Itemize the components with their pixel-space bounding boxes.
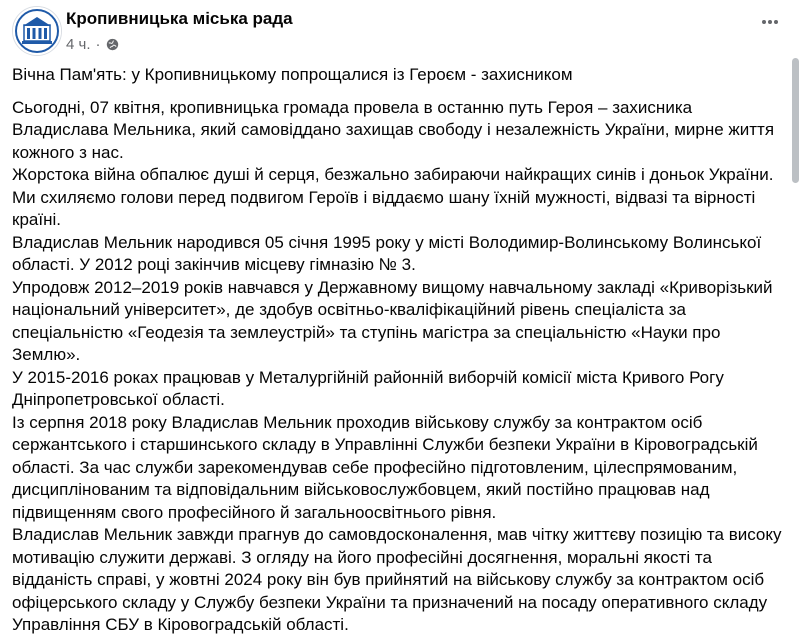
- post-paragraph: Упродовж 2012–2019 років навчався у Державному вищому навчальному закладі «Криворізький національний університет», де здобув освітньо-кваліфікаційний рівень спеціаліста за спеціальністю «Геодезія та землеустрій» та ступінь магістра за спеціальністю «Науки про Землю».: [12, 277, 773, 364]
- avatar[interactable]: [12, 6, 62, 56]
- globe-icon[interactable]: [106, 38, 119, 51]
- post-paragraph: Жорстока війна обпалює душі й серця, безжально забираючи найкращих синів і доньок України. Ми схиляємо голови перед подвигом Героїв і віддаємо шану їхній мужності, відвазі та вірності країні.: [12, 165, 774, 229]
- page-name-link[interactable]: Кропивницька міська рада: [66, 9, 293, 28]
- post-paragraph: Владислав Мельник народився 05 січня 1995 року у місті Володимир-Волинському Волинської області. У 2012 році закінчив місцеву гімназію № 3.: [12, 232, 762, 274]
- post-time[interactable]: 4 ч.: [66, 35, 91, 53]
- more-options-button[interactable]: [758, 10, 782, 34]
- post-paragraph: У 2015-2016 роках працював у Металургійній районній виборчій комісії міста Кривого Рогу Дніпропетровської області.: [12, 367, 724, 409]
- post-paragraph: Владислав Мельник завжди прагнув до самовдосконалення, мав чітку життєву позицію та високу мотивацію служити державі. З огляду на його професійні досягнення, моральні якості та відданість справі, у жовтні 2024 року він був прийнятий на військову службу за контрактом осіб офіцерського складу у Службу безпеки України та призначений на посаду оперативного складу Управління СБУ в Кіровоградській області.: [12, 525, 782, 634]
- post-title: Вічна Пам'ять: у Кропивницькому попрощалися із Героєм - захисником: [12, 65, 573, 84]
- scrollbar-thumb[interactable]: [792, 58, 799, 183]
- post-header: [12, 6, 788, 58]
- post-paragraph: Сьогодні, 07 квітня, кропивницька громада провела в останню путь Героя – захисника Владислава Мельника, який самовіддано захищав свободу і незалежність України, мирне життя кожного з нас.: [12, 97, 775, 162]
- post-paragraph: Із серпня 2018 року Владислав Мельник проходив військову службу за контрактом осіб сержантського і старшинського складу в Управлінні Служби безпеки України в Кіровоградській області. За час служби зарекомендував себе професійно підготовленим, цілеспрямованим, дисциплінованим та відповідальним військовослужбовцем, який постійно працював над підвищенням свого професійного й загальноосвітнього рівня.: [12, 412, 758, 522]
- scrollbar[interactable]: [790, 58, 800, 183]
- meta-separator: ·: [95, 35, 101, 53]
- post-meta: [66, 34, 119, 54]
- more-horizontal-icon: [761, 19, 779, 25]
- city-council-logo-icon: [13, 7, 61, 55]
- post-text: [12, 64, 788, 637]
